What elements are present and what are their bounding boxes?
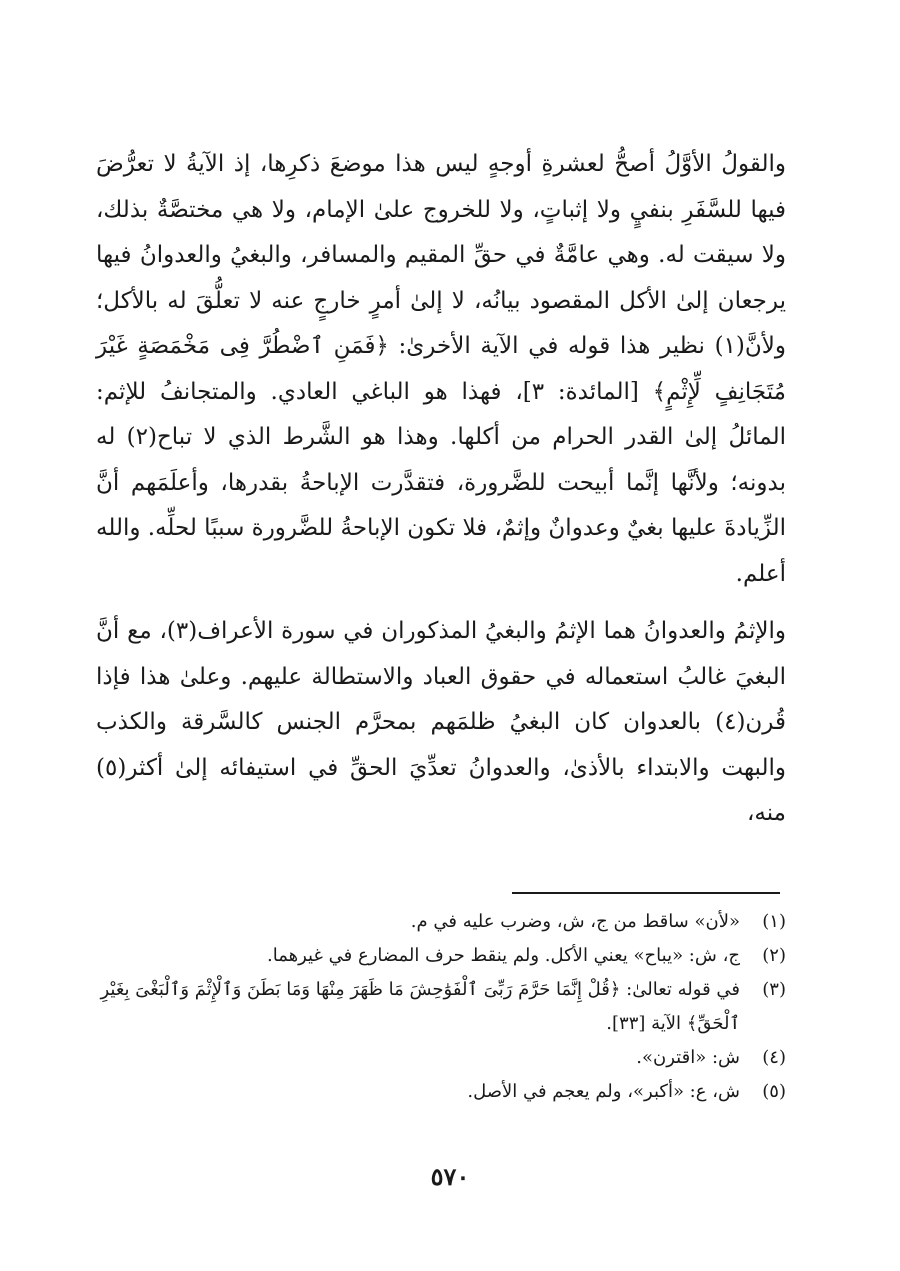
footnote-text: «لأن» ساقط من ج، ش، وضرب عليه في م. xyxy=(410,911,740,932)
footnote-divider xyxy=(512,892,780,894)
footnote-number: (١) xyxy=(762,911,786,932)
paragraph-1: والقولُ الأوَّلُ أصحُّ لعشرةِ أوجهٍ ليس هذا موضعَ ذكرِها، إذ الآيةُ لا تعرُّضَ فيها للسَّفَرِ بنفيٍ ولا إثباتٍ، ولا للخروج علىٰ الإمام، ولا هي مختصَّةٌ بذلك، ولا سيقت له. وهي عامَّةٌ في حقِّ المقيم والمسافر، والبغيُ والعدوانُ فيها يرجعان إلىٰ الأكل المقصود بيانُه، لا إلىٰ أمرٍ خارجٍ عنه لا تعلُّقَ له بالأكل؛ ولأنَّ(١) نظير هذا قوله في الآية الأخرىٰ: ﴿فَمَنِ ٱضْطُرَّ فِى مَخْمَصَةٍ غَيْرَ مُتَجَانِفٍ لِّإِثْمٍ﴾ [المائدة: ٣]، فهذا هو الباغي العادي. والمتجانفُ للإثم: المائلُ إلىٰ القدر الحرام من أكلها. وهذا هو الشَّرط الذي لا تباح(٢) له بدونه؛ ولأنَّها إنَّما أبيحت للضَّرورة، فتقدَّرت الإباحةُ بقدرها، وأعلَمَهم أنَّ الزِّيادةَ عليها بغيٌ وعدوانٌ وإثمٌ، فلا تكون الإباحةُ للضَّرورة سببًا لحلِّه. والله أعلم. xyxy=(96,151,787,587)
footnote-text: ج، ش: «يباح» يعني الأكل. ولم ينقط حرف المضارع في غيرهما. xyxy=(267,945,740,966)
footnote-3 xyxy=(96,973,786,1041)
footnote-text: ش: «اقترن». xyxy=(636,1047,740,1068)
footnote-text: ش، ع: «أكبر»، ولم يعجم في الأصل. xyxy=(467,1081,740,1102)
footnote-5 xyxy=(96,1075,786,1109)
footnote-number: (٢) xyxy=(762,945,786,966)
paragraph-2: والإثمُ والعدوانُ هما الإثمُ والبغيُ المذكوران في سورة الأعراف(٣)، مع أنَّ البغيَ غالبُ استعماله في حقوق العباد والاستطالة عليهم. وعلىٰ هذا فإذا قُرن(٤) بالعدوان كان البغيُ ظلمَهم بمحرَّم الجنس كالسَّرقة والكذب والبهت والابتداء بالأذىٰ، والعدوانُ تعدِّيَ الحقِّ في استيفائه إلىٰ أكثر(٥) منه، xyxy=(96,618,786,826)
page-number: ٥٧٠ xyxy=(430,1162,470,1191)
footnote-number: (٤) xyxy=(762,1047,786,1068)
footnote-number: (٥) xyxy=(762,1081,786,1102)
footnote-1 xyxy=(96,905,786,939)
footnote-2 xyxy=(96,939,786,973)
footnote-text: في قوله تعالىٰ: ﴿قُلْ إِنَّمَا حَرَّمَ رَبِّىَ ٱلْفَوَٰحِشَ مَا ظَهَرَ مِنْهَا وَمَا بَطَنَ وَٱلْإِثْمَ وَٱلْبَغْىَ بِغَيْرِ ٱلْحَقِّ﴾ الآية [٣٣]. xyxy=(100,979,740,1034)
footnote-4 xyxy=(96,1041,786,1075)
footnotes xyxy=(96,905,786,1109)
main-text xyxy=(96,142,786,837)
footnote-number: (٣) xyxy=(762,979,786,1000)
